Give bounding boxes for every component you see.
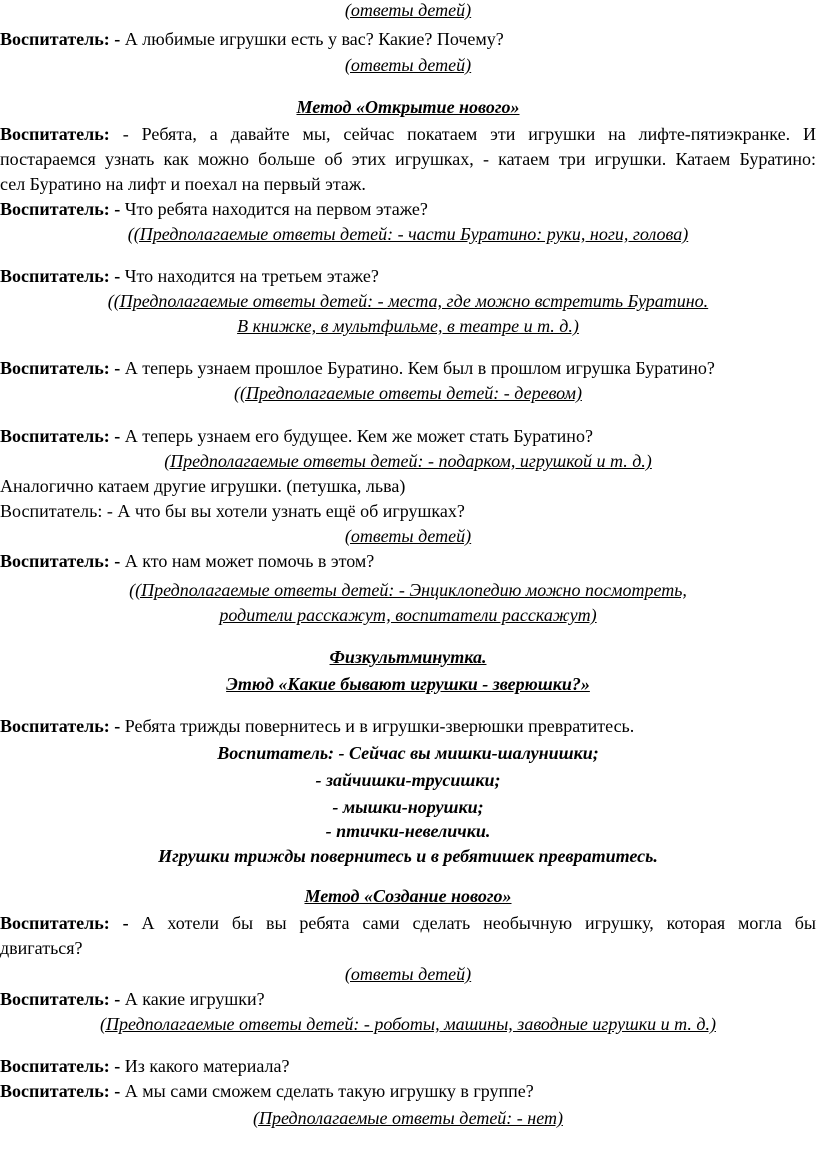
text-span: (ответы детей): [344, 55, 472, 75]
text-line: [0, 1106, 816, 1130]
text-span: постараемся узнать как можно больше об этих игрушках, - катаем три игрушки. Катаем Буратино:: [0, 149, 816, 169]
text-span: (Предполагаемые ответы детей: - части Буратино: руки, ноги, голова): [133, 224, 689, 244]
text-span: (ответы детей): [344, 526, 472, 546]
text-span: Метод «Создание нового»: [304, 886, 512, 906]
text-span: А хотели бы вы ребята сами сделать необычную игрушку, которая могла бы: [141, 913, 816, 933]
speaker-label: Воспитатель: -: [0, 358, 125, 378]
text-span: Игрушки трижды повернитесь и в ребятишек превратитесь.: [158, 846, 658, 866]
text-span: (Предполагаемые ответы детей: - Энциклопедию можно посмотреть,: [135, 580, 687, 600]
text-span: - Ребята, а давайте мы, сейчас покатаем эти игрушки на лифте-пятиэкранке. И: [122, 124, 816, 144]
text-span: (: [234, 383, 240, 403]
speaker-label: Воспитатель: - Сейчас вы мишки-шалунишки;: [217, 743, 599, 763]
text-line: [0, 549, 816, 573]
text-line: [0, 741, 816, 765]
text-span: (ответы детей): [344, 0, 472, 20]
text-span: - зайчишки-трусишки;: [315, 770, 501, 790]
text-line: [0, 524, 816, 548]
text-span: Из какого материала?: [124, 1056, 290, 1076]
text-span: Что ребята находится на первом этаже?: [124, 199, 428, 219]
text-span: (Предполагаемые ответы детей: - деревом): [240, 383, 582, 403]
text-span: Ребята трижды повернитесь и в игрушки-зверюшки превратитесь.: [124, 716, 635, 736]
text-span: А кто нам может помочь в этом?: [124, 551, 375, 571]
text-span: (Предполагаемые ответы детей: - подарком, игрушкой и т. д.): [164, 451, 652, 471]
text-line: [0, 911, 816, 935]
text-span: Метод «Открытие нового»: [296, 97, 520, 117]
text-line: [0, 0, 816, 22]
text-span: (Предполагаемые ответы детей: - роботы, машины, заводные игрушки и т. д.): [100, 1014, 716, 1034]
text-line: [0, 381, 816, 405]
speaker-label: Воспитатель: -: [0, 29, 125, 49]
text-line: [0, 424, 816, 448]
text-line: [0, 1079, 816, 1103]
text-line: [0, 27, 816, 51]
text-span: Что находится на третьем этаже?: [124, 266, 379, 286]
text-span: (Предполагаемые ответы детей: - места, где можно встретить Буратино.: [113, 291, 709, 311]
text-span: А любимые игрушки есть у вас? Какие? Почему?: [124, 29, 504, 49]
text-line: [0, 1054, 816, 1078]
text-line: [0, 714, 816, 738]
speaker-label: Воспитатель: -: [0, 426, 125, 446]
text-span: - птички-невелички.: [325, 821, 491, 841]
text-span: сел Буратино на лифт и поехал на первый этаж.: [0, 174, 366, 194]
text-span: (: [129, 580, 136, 600]
text-span: (: [107, 291, 114, 311]
text-span: А теперь узнаем его будущее. Кем же может стать Буратино?: [124, 426, 593, 446]
text-line: [0, 147, 816, 171]
speaker-label: Воспитатель: -: [0, 989, 125, 1009]
text-line: [0, 122, 816, 146]
speaker-label: Воспитатель: -: [0, 1081, 125, 1101]
text-span: двигаться?: [0, 938, 83, 958]
text-line: [0, 474, 816, 498]
speaker-label: Воспитатель: -: [0, 913, 142, 933]
text-line: [0, 987, 816, 1011]
text-line: [0, 962, 816, 986]
text-line: [0, 53, 816, 77]
text-span: (: [127, 224, 134, 244]
text-span: - мышки-норушки;: [332, 797, 484, 817]
text-span: Физкультминутка.: [329, 647, 487, 667]
text-span: А мы сами сможем сделать такую игрушку в группе?: [124, 1081, 534, 1101]
text-line: [0, 499, 816, 523]
text-span: (ответы детей): [344, 964, 472, 984]
text-line: [0, 819, 816, 843]
text-line: [0, 356, 816, 380]
text-span: А теперь узнаем прошлое Буратино. Кем был в прошлом игрушка Буратино?: [124, 358, 715, 378]
text-line: [0, 1012, 816, 1036]
text-line: [0, 95, 816, 119]
text-line: [0, 672, 816, 696]
text-line: [0, 578, 816, 602]
text-line: [0, 884, 816, 908]
text-span: Воспитатель: - А что бы вы хотели узнать ещё об игрушках?: [0, 501, 465, 521]
speaker-label: Воспитатель: -: [0, 551, 125, 571]
text-span: Этюд «Какие бывают игрушки - зверюшки?»: [226, 674, 590, 694]
text-line: [0, 768, 816, 792]
speaker-label: Воспитатель: -: [0, 266, 125, 286]
text-line: [0, 795, 816, 819]
text-span: А какие игрушки?: [124, 989, 265, 1009]
text-line: [0, 844, 816, 868]
text-line: [0, 197, 816, 221]
text-line: [0, 264, 816, 288]
text-line: [0, 314, 816, 338]
text-line: [0, 289, 816, 313]
text-span: родители расскажут, воспитатели расскажут): [219, 605, 597, 625]
text-span: В книжке, в мультфильме, в театре и т. д.): [237, 316, 579, 336]
speaker-label: Воспитатель: -: [0, 1056, 125, 1076]
text-line: [0, 222, 816, 246]
speaker-label: Воспитатель:: [0, 124, 123, 144]
speaker-label: Воспитатель: -: [0, 199, 125, 219]
text-line: [0, 645, 816, 669]
text-line: [0, 449, 816, 473]
text-span: (Предполагаемые ответы детей: - нет): [253, 1108, 563, 1128]
text-line: [0, 603, 816, 627]
text-span: Аналогично катаем другие игрушки. (петушка, льва): [0, 476, 406, 496]
text-line: [0, 936, 816, 960]
speaker-label: Воспитатель: -: [0, 716, 125, 736]
text-line: [0, 172, 816, 196]
